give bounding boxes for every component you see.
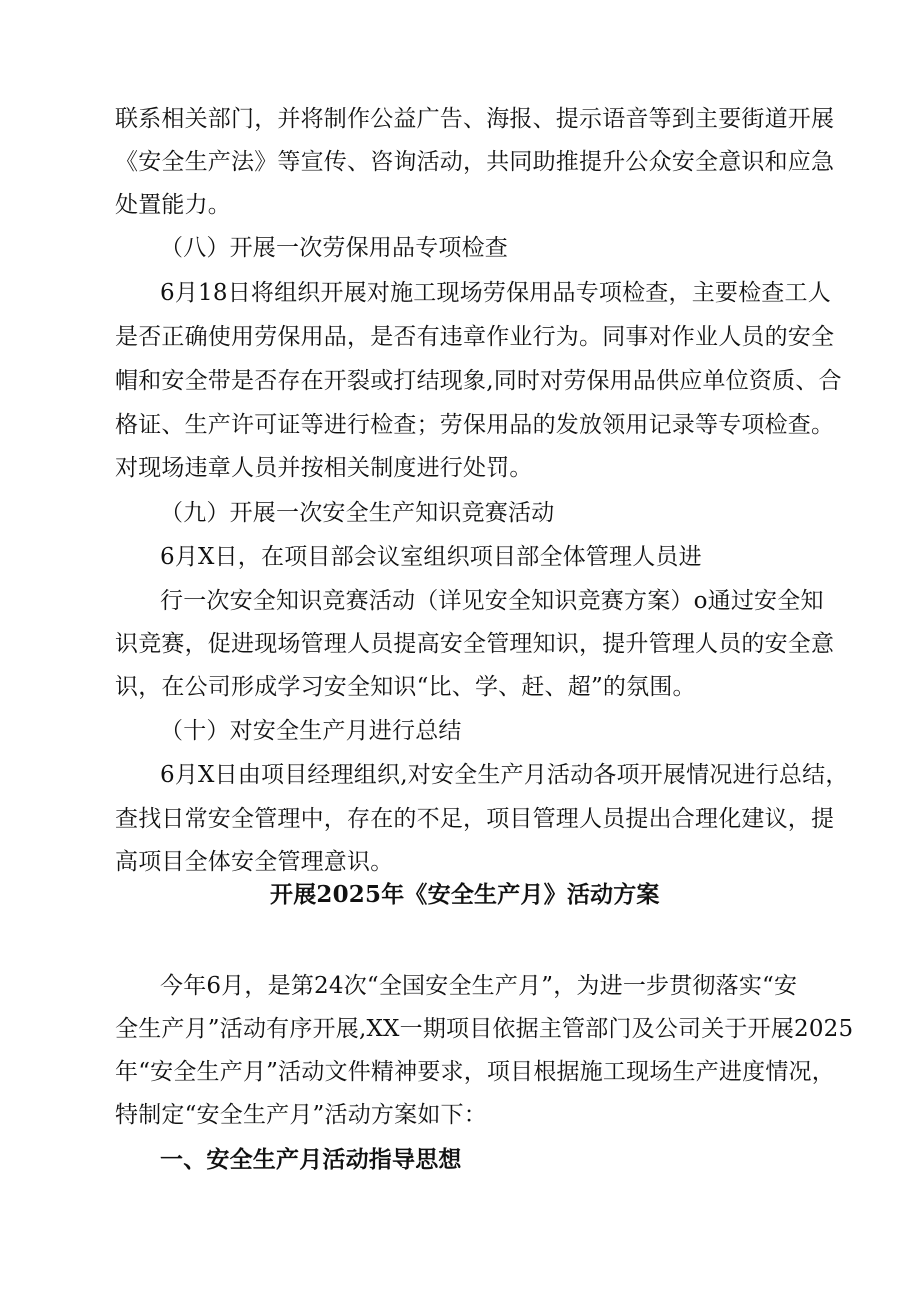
paragraph-line: 识，在公司形成学习安全知识“比、学、赶、超”的氛围。: [115, 674, 696, 700]
paragraph-line: 查找日常安全管理中，存在的不足，项目管理人员提出合理化建议，提: [115, 806, 835, 832]
section-heading-10: （十）对安全生产月进行总结: [160, 718, 462, 744]
paragraph-line: 6月18日将组织开展对施工现场劳保用品专项检查，主要检查工人: [160, 280, 831, 306]
paragraph-line: 联系相关部门，并将制作公益广告、海报、提示语音等到主要街道开展: [115, 106, 835, 132]
paragraph-line: 是否正确使用劳保用品，是否有违章作业行为。同事对作业人员的安全: [115, 324, 835, 350]
paragraph-line: 对现场违章人员并按相关制度进行处罚。: [115, 455, 533, 481]
paragraph-line: 《安全生产法》等宣传、咨询活动，共同助推提升公众安全意识和应急: [115, 149, 835, 175]
section-heading-1: 一、安全生产月活动指导思想: [160, 1146, 462, 1173]
paragraph-line: 特制定“安全生产月”活动方案如下：: [115, 1102, 487, 1128]
paragraph-line: 识竞赛，促进现场管理人员提高安全管理知识，提升管理人员的安全意: [115, 631, 835, 657]
paragraph-line: 6月X日，在项目部会议室组织项目部全体管理人员进: [160, 544, 702, 570]
paragraph-line: 行一次安全知识竞赛活动（详见安全知识竞赛方案）o通过安全知: [160, 588, 824, 614]
section-heading-8: （八）开展一次劳保用品专项检查: [160, 235, 508, 261]
paragraph-line: 格证、生产许可证等进行检查；劳保用品的发放领用记录等专项检查。: [115, 412, 835, 438]
paragraph-line: 6月X日由项目经理组织,对安全生产月活动各项开展情况进行总结，: [160, 762, 849, 788]
paragraph-line: 全生产月”活动有序开展,XX一期项目依据主管部门及公司关于开展2025: [115, 1016, 854, 1042]
paragraph-line: 帽和安全带是否存在开裂或打结现象,同时对劳保用品供应单位资质、合: [115, 368, 842, 394]
paragraph-line: 高项目全体安全管理意识。: [115, 849, 394, 875]
paragraph-line: 今年6月，是第24次“全国安全生产月”，为进一步贯彻落实“安: [160, 973, 798, 999]
paragraph-line: 处置能力。: [115, 192, 231, 218]
paragraph-line: 年“安全生产月”活动文件精神要求，项目根据施工现场生产进度情况，: [115, 1059, 835, 1085]
document-title: 开展2025年《安全生产月》活动方案: [270, 881, 660, 908]
section-heading-9: （九）开展一次安全生产知识竞赛活动: [160, 500, 555, 526]
